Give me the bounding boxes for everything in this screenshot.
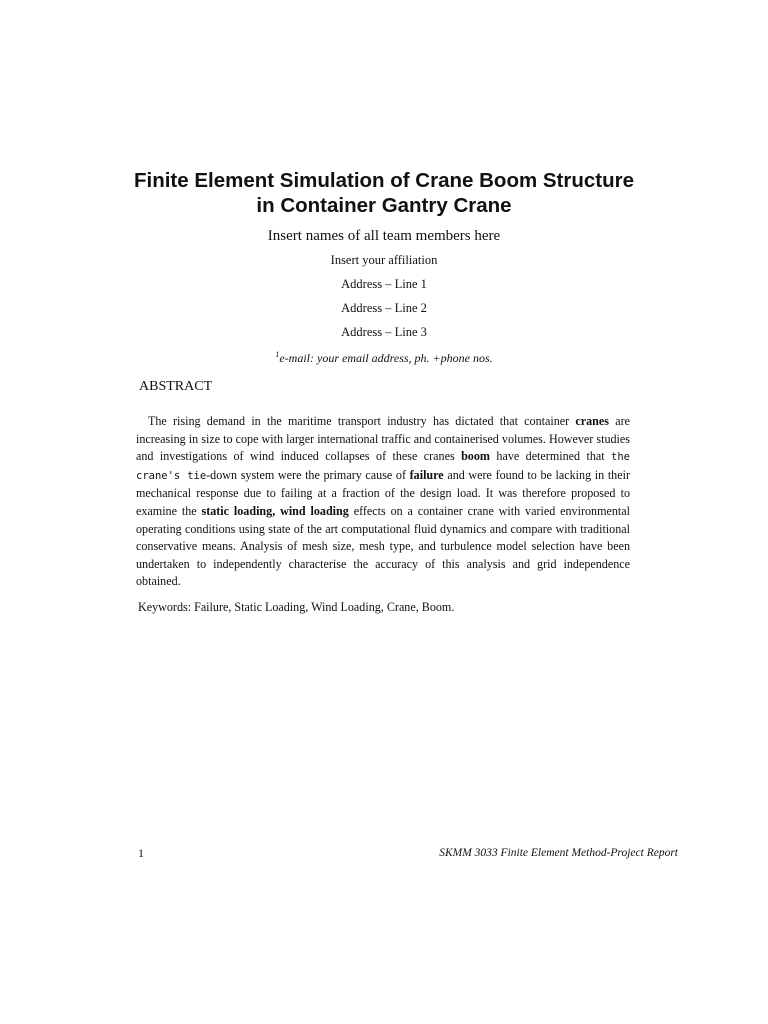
running-footer: SKMM 3033 Finite Element Method-Project Report (439, 847, 678, 859)
abstract-text: are increasing in size to cope with larger international traffic and containerised volumes. However studies and investigations of wind induced collapses of these cranes (136, 414, 630, 464)
address-line-2: Address – Line 2 (341, 301, 427, 315)
keywords: Keywords: Failure, Static Loading, Wind Loading, Crane, Boom. (138, 600, 455, 614)
abstract-text: -down system were the primary cause of (206, 467, 410, 482)
address-line-3: Address – Line 3 (341, 325, 427, 339)
abstract-keyword: cranes (575, 414, 609, 428)
abstract-keyword: failure (409, 467, 444, 482)
abstract-keyword: boom (461, 449, 490, 464)
abstract-keyword: static loading, wind loading (201, 503, 349, 518)
abstract-text: and were found to be lacking in their mechanical response due to failing at a fraction of the design load. It was therefore proposed to examine the (136, 467, 630, 518)
address-line-1: Address – Line 1 (341, 277, 427, 291)
affiliation-name: Insert your affiliation (330, 253, 438, 267)
title-line-1: Finite Element Simulation of Crane Boom Structure (133, 169, 635, 192)
page-number: 1 (138, 846, 144, 860)
email-footnote-mark: 1 (275, 350, 280, 359)
abstract-heading: ABSTRACT (139, 379, 213, 394)
title-line-2: in Container Gantry Crane (256, 194, 512, 217)
abstract-body (136, 413, 630, 591)
abstract-text: The rising demand in the maritime transport industry has dictated that container (148, 414, 576, 428)
paper-title (80, 168, 688, 218)
contact-email (0, 347, 768, 366)
abstract-text: effects on a container crane with varied environmental operating conditions using state of the art computational fluid dynamics and compare with traditional conservative means. Analysis of mesh size, mesh type, and turbulence model selection have been undertaken to independently characterise the accuracy of this analysis and grid independence obtained. (136, 503, 630, 589)
abstract-text: have determined that (489, 449, 612, 464)
abstract-mono-text: the crane's tie (136, 451, 630, 482)
author-names: Insert names of all team members here (267, 228, 501, 244)
email-text: e-mail: your email address, ph. +phone nos. (279, 351, 493, 365)
